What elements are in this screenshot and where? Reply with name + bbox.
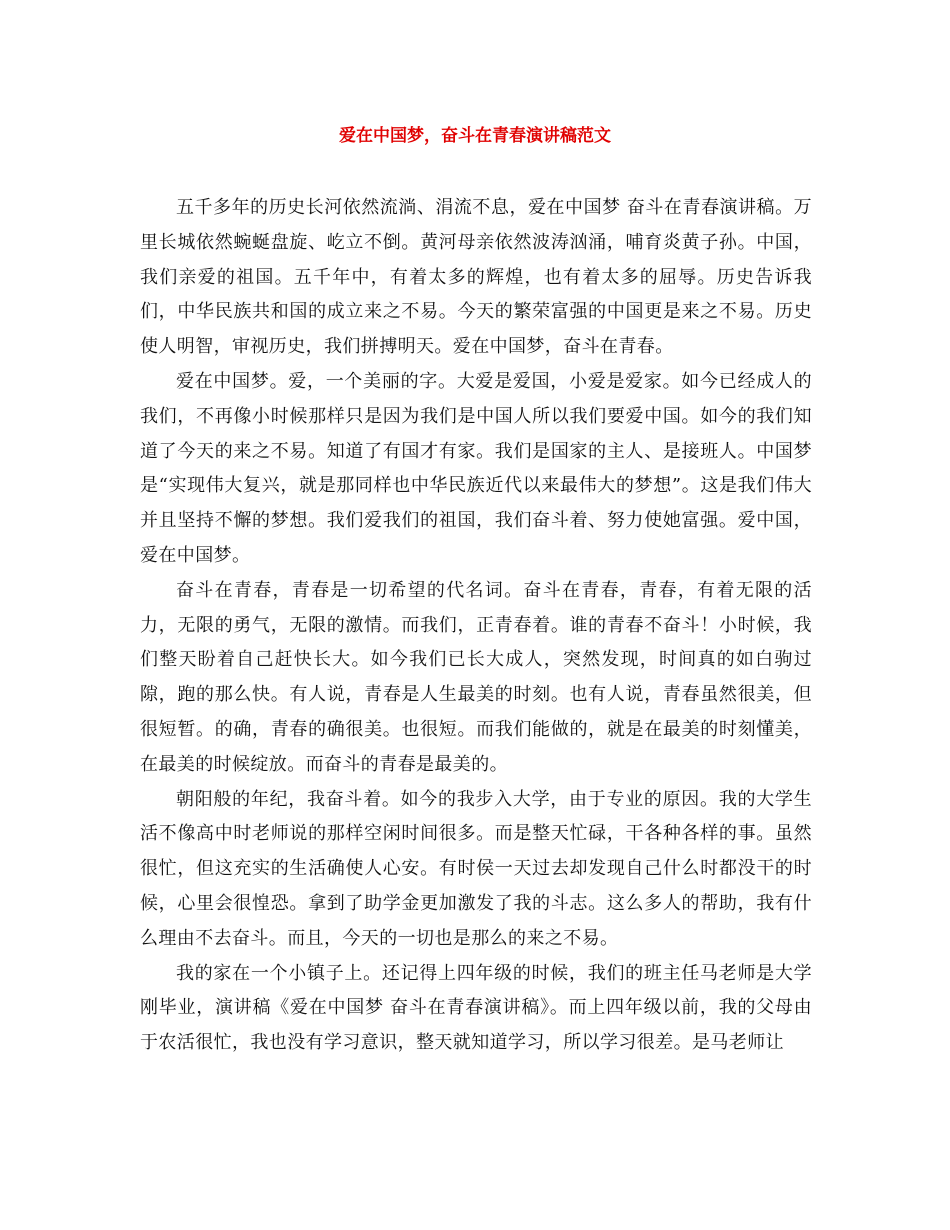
- paragraph: 五千多年的历史长河依然流淌、涓流不息，爱在中国梦 奋斗在青春演讲稿。万里长城依然蜿蜒盘旋、屹立不倒。黄河母亲依然波涛汹涌，哺育炎黄子孙。中国，我们亲爱的祖国。五千年中，有着太多的辉煌，也有着太多的屈辱。历史告诉我们，中华民族共和国的成立来之不易。今天的繁荣富强的中国更是来之不易。历史使人明智，审视历史，我们拼搏明天。爱在中国梦，奋斗在青春。: [140, 197, 812, 358]
- document-title: 爱在中国梦，奋斗在青春演讲稿范文: [339, 126, 611, 146]
- paragraph: 朝阳般的年纪，我奋斗着。如今的我步入大学，由于专业的原因。我的大学生活不像高中时老师说的那样空闲时间很多。而是整天忙碌，干各种各样的事。虽然很忙，但这充实的生活确使人心安。有时侯一天过去却发现自己什么时都没干的时候，心里会很惶恐。拿到了助学金更加激发了我的斗志。这么多人的帮助，我有什么理由不去奋斗。而且，今天的一切也是那么的来之不易。: [140, 788, 812, 949]
- document-body: [140, 191, 812, 1061]
- paragraph: 奋斗在青春，青春是一切希望的代名词。奋斗在青春，青春，有着无限的活力，无限的勇气，无限的激情。而我们，正青春着。谁的青春不奋斗！小时候，我们整天盼着自己赶快长大。如今我们已长大成人，突然发现，时间真的如白驹过隙，跑的那么快。有人说，青春是人生最美的时刻。也有人说，青春虽然很美，但很短暂。的确，青春的确很美。也很短。而我们能做的，就是在最美的时刻懂美，在最美的时候绽放。而奋斗的青春是最美的。: [140, 579, 812, 775]
- paragraph: 我的家在一个小镇子上。还记得上四年级的时候，我们的班主任马老师是大学刚毕业，演讲稿《爱在中国梦 奋斗在青春演讲稿》。而上四年级以前，我的父母由于农活很忙，我也没有学习意识，整天就知道学习，所以学习很差。是马老师让: [140, 962, 812, 1054]
- paragraph: 爱在中国梦。爱，一个美丽的字。大爱是爱国，小爱是爱家。如今已经成人的我们，不再像小时候那样只是因为我们是中国人所以我们要爱中国。如今的我们知道了今天的来之不易。知道了有国才有家。我们是国家的主人、是接班人。中国梦是“实现伟大复兴，就是那同样也中华民族近代以来最伟大的梦想”。这是我们伟大并且坚持不懈的梦想。我们爱我们的祖国，我们奋斗着、努力使她富强。爱中国，爱在中国梦。: [140, 370, 812, 566]
